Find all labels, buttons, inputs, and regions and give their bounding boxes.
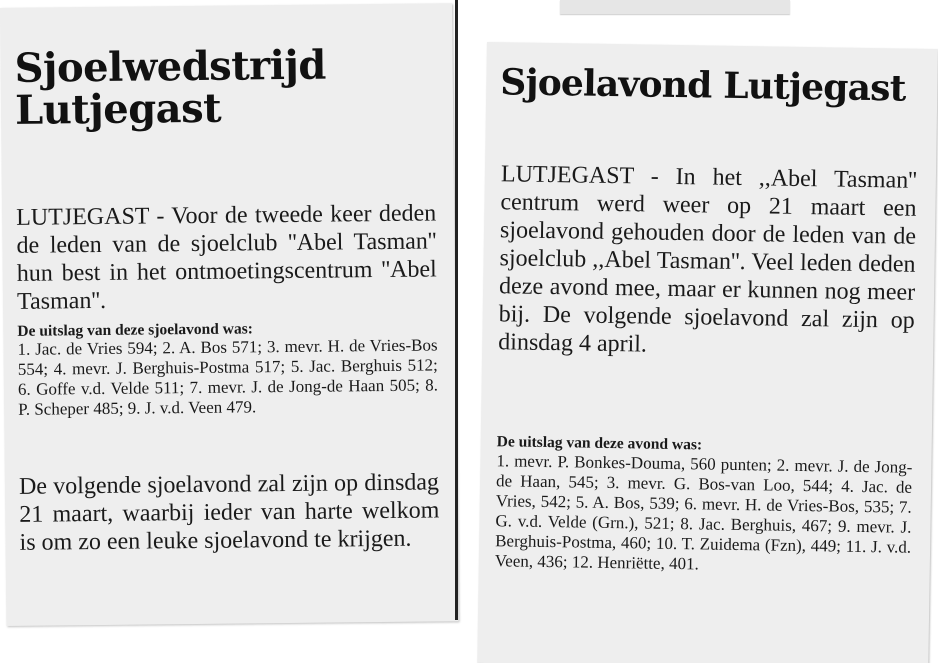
- paper-scrap: [560, 0, 790, 14]
- column-divider: [455, 0, 458, 620]
- newspaper-clipping-left: [0, 3, 458, 626]
- intro-paragraph: LUTJEGAST - Voor de tweede keer deden de leden van de sjoelclub ''Abel Tasman'' hun best in het ontmoetingscentrum ''Abel Tasman''.: [16, 200, 437, 315]
- closing-paragraph: De volgende sjoelavond zal zijn op dinsdag 21 maart, waarbij ieder van harte welkom is om zo een leuke sjoelavond te krijgen.: [18, 469, 440, 556]
- headline: Sjoelwedstrijd Lutjegast: [14, 41, 327, 134]
- newspaper-clipping-right: [477, 42, 938, 663]
- results-heading: De uitslag van deze avond was:: [496, 433, 703, 454]
- intro-paragraph: LUTJEGAST - In het ,,Abel Tasman'' centrum werd weer op 21 maart een sjoelavond gehouden door de leden van de sjoelclub ,,Abel Tasman''. Veel leden deden deze avond mee, maar er kunnen nog meer bij. De volgende sjoelavond zal zijn op dinsdag 4 april.: [498, 161, 918, 358]
- results-list: 1. Jac. de Vries 594; 2. A. Bos 571; 3. mevr. H. de Vries-Bos 554; 4. mevr. J. Berghuis-Postma 517; 5. Jac. Berghuis 512; 6. Goffe v.d. Velde 511; 7. mevr. J. de Jong-de Haan 505; 8. P. Scheper 485; 9. J. v.d. Veen 479.: [17, 335, 439, 419]
- results-list: 1. mevr. P. Bonkes-Douma, 560 punten; 2. mevr. J. de Jong-de Haan, 545; 3. mevr. G. Bos-van Loo, 544; 4. Jac. de Vries, 542; 5. A. Bos, 539; 6. mevr. H. de Vries-Bos, 535; 7. G. v.d. Velde (Grn.), 521; 8. Jac. Berghuis, 467; 9. mevr. J. Berghuis-Postma, 460; 10. T. Zuidema (Fzn), 449; 11. J. v.d. Veen, 436; 12. Henriëtte, 401.: [494, 451, 913, 574]
- headline: Sjoelavond Lutjegast: [500, 61, 906, 110]
- results-heading: De uitslag van deze sjoelavond was:: [17, 320, 253, 340]
